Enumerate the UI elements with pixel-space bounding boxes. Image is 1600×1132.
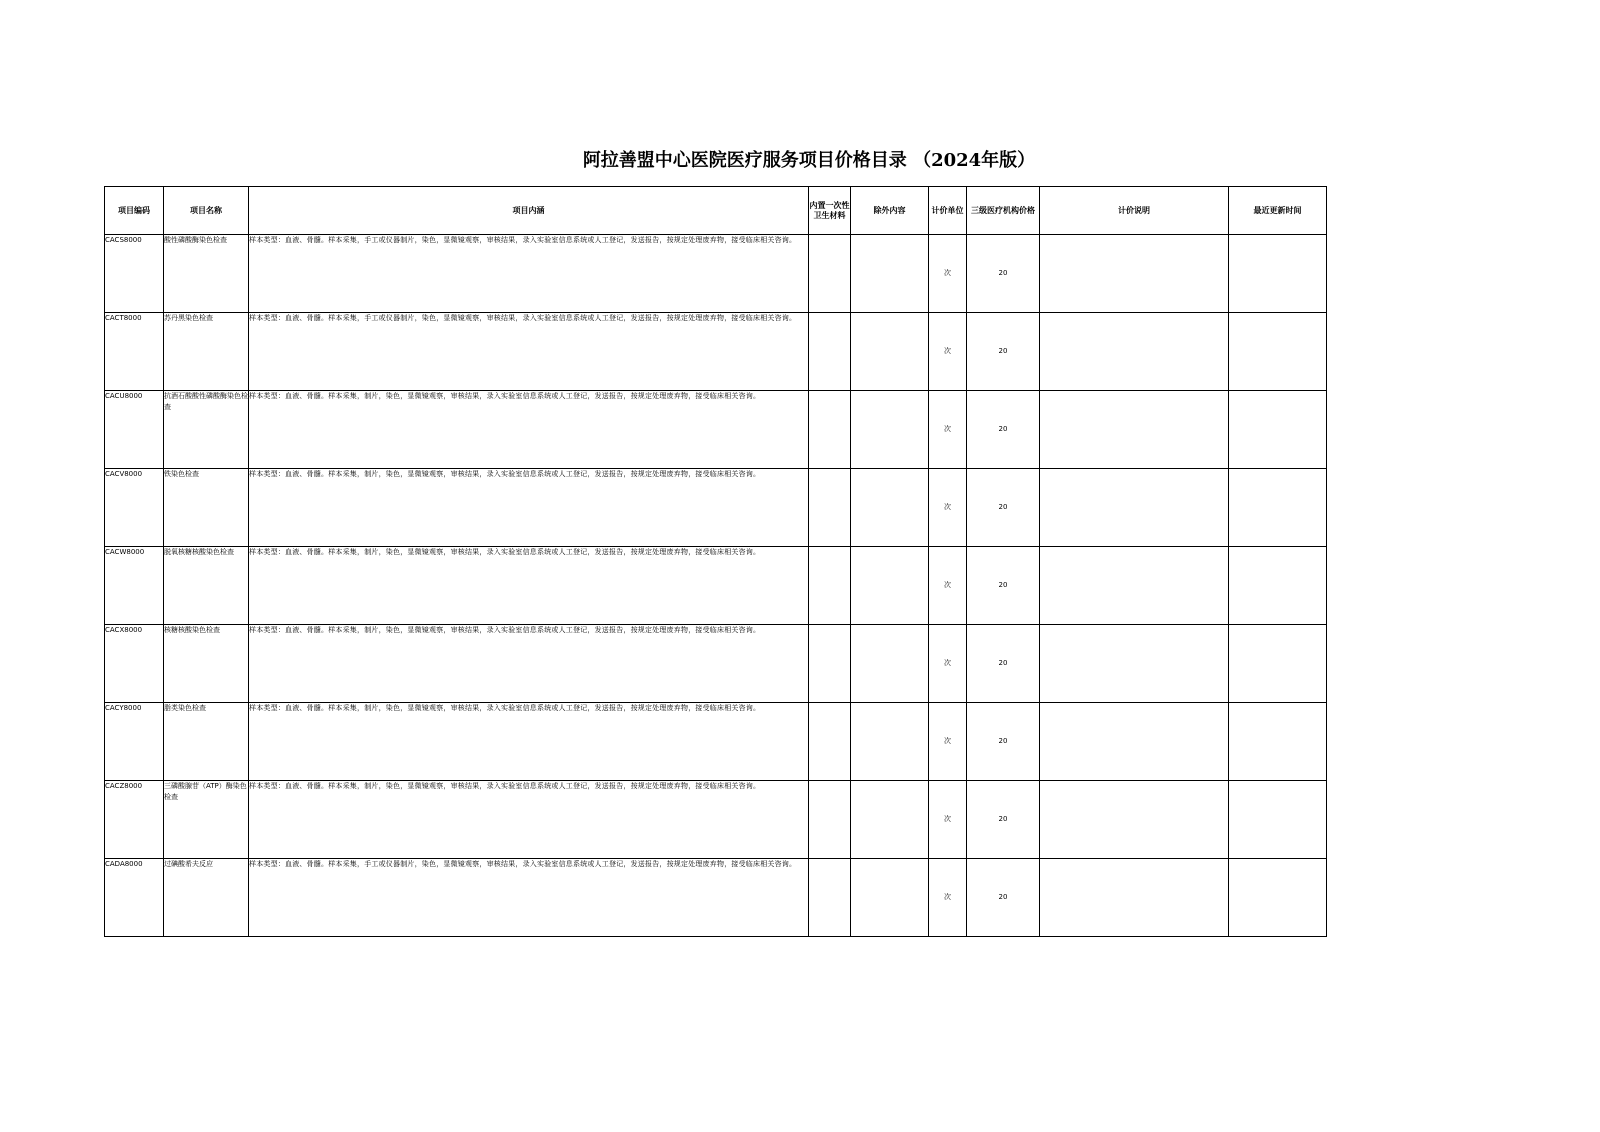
header-name: 项目名称: [164, 187, 249, 235]
cell-code: CACW8000: [105, 547, 164, 625]
cell-content: 样本类型：血液、骨髓。样本采集，制片，染色，显微镜观察，审核结果，录入实验室信息系统或人工登记，发送报告，按规定处理废弃物，接受临床相关咨询。: [249, 781, 809, 859]
cell-content: 样本类型：血液、骨髓。样本采集，制片，染色，显微镜观察，审核结果，录入实验室信息系统或人工登记，发送报告，按规定处理废弃物，接受临床相关咨询。: [249, 469, 809, 547]
cell-name: 酸性磷酸酶染色检查: [164, 235, 249, 313]
cell-material: [809, 781, 851, 859]
cell-name: 苏丹黑染色检查: [164, 313, 249, 391]
cell-code: CACX8000: [105, 625, 164, 703]
cell-price: 20: [967, 469, 1040, 547]
cell-note: [1040, 547, 1229, 625]
header-material: 内置一次性卫生材料: [809, 187, 851, 235]
cell-note: [1040, 391, 1229, 469]
cell-price: 20: [967, 625, 1040, 703]
cell-material: [809, 235, 851, 313]
cell-content: 样本类型：血液、骨髓。样本采集，手工或仪器制片，染色，显微镜观察，审核结果，录入实验室信息系统或人工登记，发送报告，按规定处理废弃物，接受临床相关咨询。: [249, 313, 809, 391]
cell-material: [809, 625, 851, 703]
cell-note: [1040, 313, 1229, 391]
table-row: [105, 547, 1327, 625]
cell-content: 样本类型：血液、骨髓。样本采集，手工或仪器制片，染色，显微镜观察，审核结果，录入实验室信息系统或人工登记，发送报告，按规定处理废弃物，接受临床相关咨询。: [249, 859, 809, 937]
cell-excluded: [851, 703, 929, 781]
cell-unit: 次: [929, 469, 967, 547]
cell-updated: [1229, 547, 1327, 625]
cell-price: 20: [967, 781, 1040, 859]
header-unit: 计价单位: [929, 187, 967, 235]
cell-unit: 次: [929, 391, 967, 469]
cell-unit: 次: [929, 859, 967, 937]
cell-excluded: [851, 781, 929, 859]
cell-price: 20: [967, 235, 1040, 313]
price-table: [104, 186, 1327, 937]
cell-material: [809, 703, 851, 781]
cell-excluded: [851, 469, 929, 547]
cell-code: CACT8000: [105, 313, 164, 391]
cell-note: [1040, 781, 1229, 859]
cell-code: CACU8000: [105, 391, 164, 469]
cell-unit: 次: [929, 547, 967, 625]
cell-material: [809, 859, 851, 937]
cell-note: [1040, 859, 1229, 937]
cell-unit: 次: [929, 625, 967, 703]
cell-excluded: [851, 235, 929, 313]
cell-price: 20: [967, 547, 1040, 625]
cell-updated: [1229, 781, 1327, 859]
table-row: [105, 391, 1327, 469]
cell-name: 核糖核酸染色检查: [164, 625, 249, 703]
cell-code: CACY8000: [105, 703, 164, 781]
header-price: 三级医疗机构价格: [967, 187, 1040, 235]
cell-code: CACS8000: [105, 235, 164, 313]
cell-updated: [1229, 391, 1327, 469]
cell-note: [1040, 469, 1229, 547]
cell-updated: [1229, 469, 1327, 547]
cell-price: 20: [967, 313, 1040, 391]
header-excluded: 除外内容: [851, 187, 929, 235]
cell-excluded: [851, 625, 929, 703]
cell-content: 样本类型：血液、骨髓。样本采集，制片，染色，显微镜观察，审核结果，录入实验室信息系统或人工登记，发送报告，按规定处理废弃物，接受临床相关咨询。: [249, 703, 809, 781]
cell-material: [809, 469, 851, 547]
cell-content: 样本类型：血液、骨髓。样本采集，制片，染色，显微镜观察，审核结果，录入实验室信息系统或人工登记，发送报告，按规定处理废弃物，接受临床相关咨询。: [249, 547, 809, 625]
cell-unit: 次: [929, 235, 967, 313]
header-updated: 最近更新时间: [1229, 187, 1327, 235]
cell-updated: [1229, 703, 1327, 781]
cell-code: CACV8000: [105, 469, 164, 547]
header-content: 项目内涵: [249, 187, 809, 235]
cell-unit: 次: [929, 703, 967, 781]
cell-name: 过碘酸希夫反应: [164, 859, 249, 937]
table-row: [105, 313, 1327, 391]
cell-content: 样本类型：血液、骨髓。样本采集，制片，染色，显微镜观察，审核结果，录入实验室信息系统或人工登记，发送报告，按规定处理废弃物，接受临床相关咨询。: [249, 391, 809, 469]
cell-updated: [1229, 313, 1327, 391]
cell-name: 脱氧核糖核酸染色检查: [164, 547, 249, 625]
cell-excluded: [851, 547, 929, 625]
cell-excluded: [851, 391, 929, 469]
cell-content: 样本类型：血液、骨髓。样本采集，手工或仪器制片，染色，显微镜观察，审核结果，录入实验室信息系统或人工登记，发送报告，按规定处理废弃物，接受临床相关咨询。: [249, 235, 809, 313]
table-row: [105, 235, 1327, 313]
table-row: [105, 859, 1327, 937]
cell-code: CADA8000: [105, 859, 164, 937]
cell-name: 三磷酸腺苷（ATP）酶染色检查: [164, 781, 249, 859]
cell-price: 20: [967, 859, 1040, 937]
table-row: [105, 781, 1327, 859]
cell-note: [1040, 235, 1229, 313]
cell-excluded: [851, 859, 929, 937]
cell-updated: [1229, 625, 1327, 703]
cell-price: 20: [967, 391, 1040, 469]
cell-unit: 次: [929, 781, 967, 859]
cell-unit: 次: [929, 313, 967, 391]
page-title: 阿拉善盟中心医院医疗服务项目价格目录 （2024年版）: [582, 150, 1036, 171]
header-row: [105, 187, 1327, 235]
table-row: [105, 625, 1327, 703]
cell-material: [809, 391, 851, 469]
cell-name: 铁染色检查: [164, 469, 249, 547]
cell-material: [809, 313, 851, 391]
cell-updated: [1229, 859, 1327, 937]
cell-name: 抗酒石酸酸性磷酸酶染色检查: [164, 391, 249, 469]
cell-excluded: [851, 313, 929, 391]
cell-price: 20: [967, 703, 1040, 781]
cell-note: [1040, 625, 1229, 703]
cell-note: [1040, 703, 1229, 781]
cell-material: [809, 547, 851, 625]
cell-updated: [1229, 235, 1327, 313]
table-row: [105, 469, 1327, 547]
header-code: 项目编码: [105, 187, 164, 235]
cell-code: CACZ8000: [105, 781, 164, 859]
header-note: 计价说明: [1040, 187, 1229, 235]
cell-name: 脂类染色检查: [164, 703, 249, 781]
table-row: [105, 703, 1327, 781]
cell-content: 样本类型：血液、骨髓。样本采集，制片，染色，显微镜观察，审核结果，录入实验室信息系统或人工登记，发送报告，按规定处理废弃物，接受临床相关咨询。: [249, 625, 809, 703]
